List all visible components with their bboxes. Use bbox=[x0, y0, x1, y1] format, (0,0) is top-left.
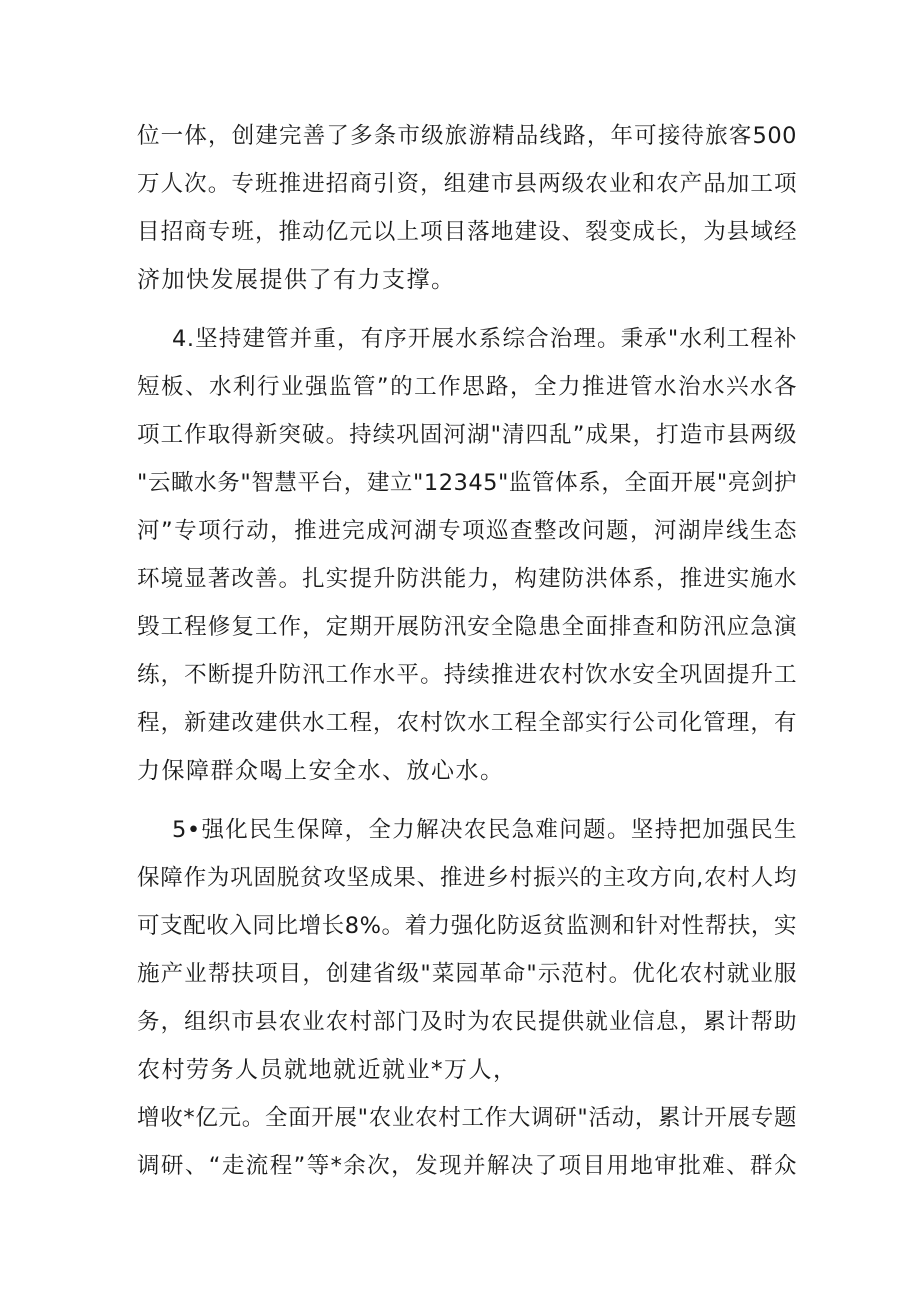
text-line: 增收*亿元。全面开展"农业农村工作大调研"活动，累计开展专题 bbox=[137, 1105, 797, 1131]
text-line: 农村劳务人员就地就近就业*万人， bbox=[137, 1057, 518, 1083]
text-line: 调研、“走流程”等*余次，发现并解决了项目用地审批难、群众 bbox=[137, 1153, 797, 1179]
paragraph-heading-4: 4.坚持建管并重，有序开展水系综合治理。秉承"水利工程补 bbox=[172, 326, 797, 352]
text-line: 可支配收入同比增长8%。着力强化防返贫监测和针对性帮扶，实 bbox=[137, 913, 797, 939]
text-line: 力保障群众喝上安全水、放心水。 bbox=[137, 758, 505, 784]
text-line: 目招商专班，推动亿元以上项目落地建设、裂变成长，为县域经 bbox=[137, 219, 797, 245]
text-line: 保障作为巩固脱贫攻坚成果、推进乡村振兴的主攻方向,农村人均 bbox=[137, 865, 797, 891]
text-line: 毁工程修复工作，定期开展防汛安全隐患全面排查和防汛应急演 bbox=[137, 614, 797, 640]
text-line: 位一体，创建完善了多条市级旅游精品线路，年可接待旅客500 bbox=[137, 123, 797, 149]
text-line: 施产业帮扶项目，创建省级"菜园革命"示范村。优化农村就业服 bbox=[137, 961, 797, 987]
text-line: 河”专项行动，推进完成河湖专项巡查整改问题，河湖岸线生态 bbox=[137, 518, 797, 544]
text-line: 短板、水利行业强监管”的工作思路，全力推进管水治水兴水各 bbox=[137, 374, 797, 400]
text-line: 项工作取得新突破。持续巩固河湖"清四乱”成果，打造市县两级 bbox=[137, 422, 797, 448]
text-line: 环境显著改善。扎实提升防洪能力，构建防洪体系，推进实施水 bbox=[137, 566, 797, 592]
paragraph-heading-5: 5•强化民生保障，全力解决农民急难问题。坚持把加强民生 bbox=[172, 817, 797, 843]
text-line: "云瞰水务"智慧平台，建立"12345"监管体系，全面开展"亮剑护 bbox=[137, 470, 797, 496]
text-line: 练，不断提升防汛工作水平。持续推进农村饮水安全巩固提升工 bbox=[137, 662, 797, 688]
text-line: 程，新建改建供水工程，农村饮水工程全部实行公司化管理，有 bbox=[137, 710, 797, 736]
text-line: 济加快发展提供了有力支撑。 bbox=[137, 267, 456, 293]
text-line: 万人次。专班推进招商引资，组建市县两级农业和农产品加工项 bbox=[137, 171, 797, 197]
text-line: 务，组织市县农业农村部门及时为农民提供就业信息，累计帮助 bbox=[137, 1009, 797, 1035]
